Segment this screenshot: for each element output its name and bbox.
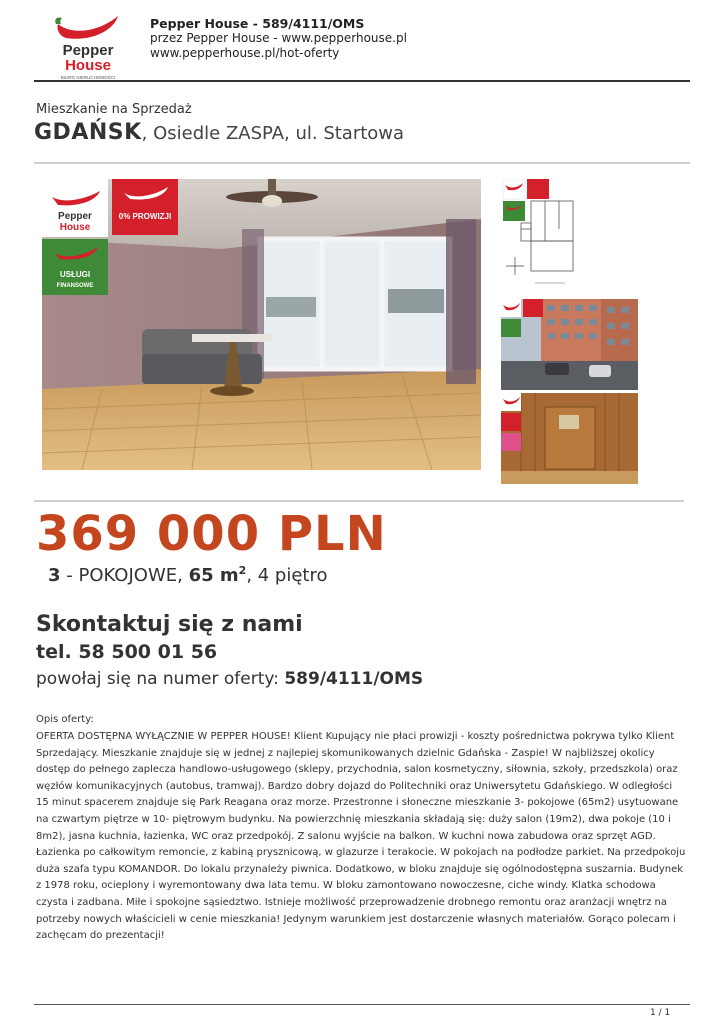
- thumbnail-building-exterior[interactable]: [501, 299, 638, 390]
- hot-offers-link[interactable]: www.pepperhouse.pl/hot-oferty: [150, 46, 340, 60]
- agency-line[interactable]: przez Pepper House - www.pepperhouse.pl: [150, 31, 407, 45]
- pepper-house-logo[interactable]: [52, 12, 124, 82]
- location-detail: , Osiedle ZASPA, ul. Startowa: [141, 123, 405, 144]
- city-name: GDAŃSK: [34, 120, 142, 145]
- rooms-label: - POKOJOWE,: [60, 565, 189, 586]
- footer-divider: [34, 1004, 690, 1005]
- description-label: Opis oferty:: [36, 714, 94, 725]
- badge-logo-house: House: [59, 222, 91, 233]
- page-number: 1 / 1: [650, 1008, 671, 1018]
- main-photo-living-room[interactable]: [42, 179, 481, 470]
- floor-label: , 4 piętro: [246, 565, 328, 586]
- chili-pepper-icon: [52, 12, 124, 82]
- listing-title: [34, 120, 404, 145]
- document-header: [150, 16, 407, 61]
- thumbnail-hallway[interactable]: [501, 393, 638, 484]
- financial-badge-line2: FINANSOWE: [56, 283, 94, 289]
- thumbnail-floor-plan[interactable]: [501, 179, 577, 292]
- area-value: 65 $m^2$: [188, 564, 247, 586]
- offer-code-header: Pepper House - 589/4111/OMS: [150, 16, 365, 31]
- logo-word-pepper: Pepper: [62, 42, 114, 59]
- offer-reference-prefix: powołaj się na numer oferty:: [36, 669, 285, 689]
- offer-reference: [36, 669, 423, 689]
- commission-badge-text: 0% PROWIZJI: [118, 212, 172, 221]
- description-text: OFERTA DOSTĘPNA WYŁĄCZNIE W PEPPER HOUSE! Klient Kupujący nie płaci prowizji - koszty pośrednictwa pokrywa tylko Klient Sprzedający. Mieszkanie znajduje się w jednej z najlepiej skomunikowanych dzielnic Gdańska - Zaspie! W najbliższej okolicy dostęp do pełnego zaplecza handlowo-usługowego (sklepy, przychodnia, salon kosmetyczny, siłownia, szkoły, przedszkola) oraz węzłów komunikacyjnych (autobus, tramwaj). Bardzo dobry dojazd do Politechniki oraz Uniwersytetu Gdańskiego. W odległości 15 minut spacerem znajduje się Park Reagana oraz morze. Przestronne i słoneczne mieszkanie 3- pokojowe (65m2) usytuowane na czwartym piętrze w 10- piętrowym budynku. Na powierzchnię mieszkania składają się: duży salon (19m2), dwa pokoje (10 i 8m2), jasna kuchnia, łazienka, WC oraz przedpokój. Z salonu wyjście na balkon. W kuchni nowa zabudowa oraz sprzęt AGD. Łazienka po całkowitym remoncie, z kabiną prysznicową, w glazurze i terakocie. W pokojach na podłodze parkiet. Na przedpokoju duża szafa typu KOMANDOR. Do lokalu przynależy piwnica. Dodatkowo, w bloku znajduje się ogólnodostępna suszarnia. Budynek z 1978 roku, ocieplony i wyremontowany dwa lata temu. W bloku zamontowano nowoczesne, ciche windy. Klatka schodowa czysta i zadbana. Miłe i spokojne sąsiedztwo. Istnieje możliwość przeprowadzenie drobnego remontu oraz aranżacji wnętrz na potrzeby nowych właścicieli w cenie mieszkania! Jedynym warunkiem jest dostarczenie własnych materiałów. Gorąco polecam i zachęcam do prezentacji!: [36, 731, 686, 942]
- offer-reference-number: 589/4111/OMS: [284, 669, 424, 689]
- title-divider: [34, 162, 690, 164]
- financial-badge-line1: USŁUGI: [59, 270, 91, 279]
- contact-heading: Skontaktuj się z nami: [36, 612, 303, 637]
- price: 369 000 PLN: [36, 506, 387, 562]
- property-specs: [48, 564, 328, 586]
- header-divider: [34, 80, 690, 82]
- logo-tagline: BIURO NIERUCHOMOŚCI: [60, 75, 116, 80]
- badge-logo-pepper: Pepper: [58, 211, 92, 222]
- commission-badge: [112, 179, 178, 235]
- photos-divider: [34, 500, 684, 502]
- contact-phone[interactable]: tel. 58 500 01 56: [36, 641, 218, 663]
- listing-type: Mieszkanie na Sprzedaż: [36, 102, 192, 117]
- rooms-count: 3: [48, 565, 61, 586]
- logo-word-house: House: [65, 57, 111, 74]
